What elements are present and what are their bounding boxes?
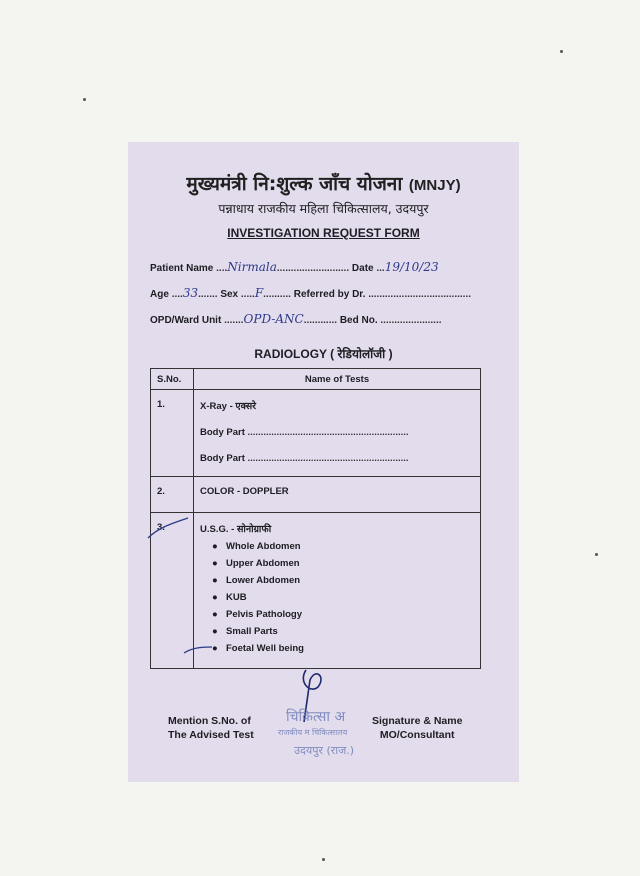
sno-header: S.No. xyxy=(151,369,194,390)
usg-option-small-parts[interactable]: ● Small Parts xyxy=(212,626,278,637)
mention-line: Mention S.No. of xyxy=(168,715,251,727)
usg-option-whole-abdomen[interactable]: ● Whole Abdomen xyxy=(212,541,301,552)
mention-note xyxy=(168,714,254,742)
scan-speck xyxy=(83,98,86,101)
usg-option-lower-abdomen[interactable]: ● Lower Abdomen xyxy=(212,575,301,586)
age-label: Age xyxy=(150,289,169,300)
usg-option-foetal-well-being[interactable]: ● Foetal Well being xyxy=(212,643,304,654)
usg-option-kub[interactable]: ● KUB xyxy=(212,592,247,603)
body-part-label: Body Part xyxy=(200,453,245,464)
age-sex-row: Age ....33....... Sex .....F.......... Referred by Dr. ..................................... xyxy=(150,286,472,300)
opd-label: OPD/Ward Unit xyxy=(150,315,222,326)
sex-label: Sex xyxy=(220,289,239,300)
xray-label[interactable]: X-Ray - एक्सरे xyxy=(200,401,257,412)
opd-value[interactable]: OPD-ANC xyxy=(243,312,304,326)
scan-speck xyxy=(322,858,325,861)
tick-foetal xyxy=(184,647,212,653)
patient-name-label: Patient Name xyxy=(150,263,214,274)
patient-name-value[interactable]: Nirmala xyxy=(227,260,277,274)
tick-usg xyxy=(148,518,188,538)
row-sno: 2. xyxy=(157,486,165,497)
scheme-abbr: (MNJY) xyxy=(408,177,461,194)
sex-value[interactable]: F xyxy=(254,286,264,300)
scan-speck xyxy=(595,553,598,556)
tests-header: Name of Tests xyxy=(194,369,481,390)
referred-label: Referred by Dr. xyxy=(293,289,366,300)
stamp-text: राजकीय म चिकित्सालय xyxy=(278,728,348,737)
row-sno: 3. xyxy=(157,522,165,533)
usg-option-upper-abdomen[interactable]: ● Upper Abdomen xyxy=(212,558,300,569)
bed-label: Bed No. xyxy=(339,315,378,326)
usg-option-pelvis-pathology[interactable]: ● Pelvis Pathology xyxy=(212,609,303,620)
scheme-title: मुख्यमंत्री नि:शुल्क जाँच योजना (MNJY) xyxy=(186,173,461,195)
table-row: 1. X-Ray - एक्सरे Body Part ............................................................. Body Part ............................................................. xyxy=(151,390,481,477)
row-sno: 1. xyxy=(157,399,165,410)
scan-speck xyxy=(560,50,563,53)
patient-name-row: Patient Name ....Nirmala.......................... Date ...19/10/23 xyxy=(150,260,439,274)
form-heading: INVESTIGATION REQUEST FORM xyxy=(227,226,420,240)
opd-row: OPD/Ward Unit .......OPD-ANC............ Bed No. ...................... xyxy=(150,312,442,326)
doppler-label[interactable]: COLOR - DOPPLER xyxy=(200,486,289,497)
handwritten-check-marks xyxy=(128,142,519,782)
body-part-label: Body Part xyxy=(200,427,245,438)
age-value[interactable]: 33 xyxy=(182,286,199,300)
radiology-title: RADIOLOGY ( रेडियोलॉजी ) xyxy=(254,347,393,361)
usg-label[interactable]: U.S.G. - सोनोग्राफी xyxy=(200,524,272,535)
signature-label: Signature & Name xyxy=(372,715,463,727)
signature-block xyxy=(372,714,462,742)
mention-line: The Advised Test xyxy=(168,729,254,741)
hospital-name: पन्नाधाय राजकीय महिला चिकित्सालय, उदयपुर xyxy=(218,201,429,216)
date-value[interactable]: 19/10/23 xyxy=(384,260,439,274)
investigation-form xyxy=(128,142,519,782)
stamp-text: उदयपुर (राज.) xyxy=(294,744,355,757)
date-label: Date xyxy=(351,263,374,274)
stamp-text: चिकित्सा अ xyxy=(286,709,346,725)
consultant-label: MO/Consultant xyxy=(379,729,455,741)
